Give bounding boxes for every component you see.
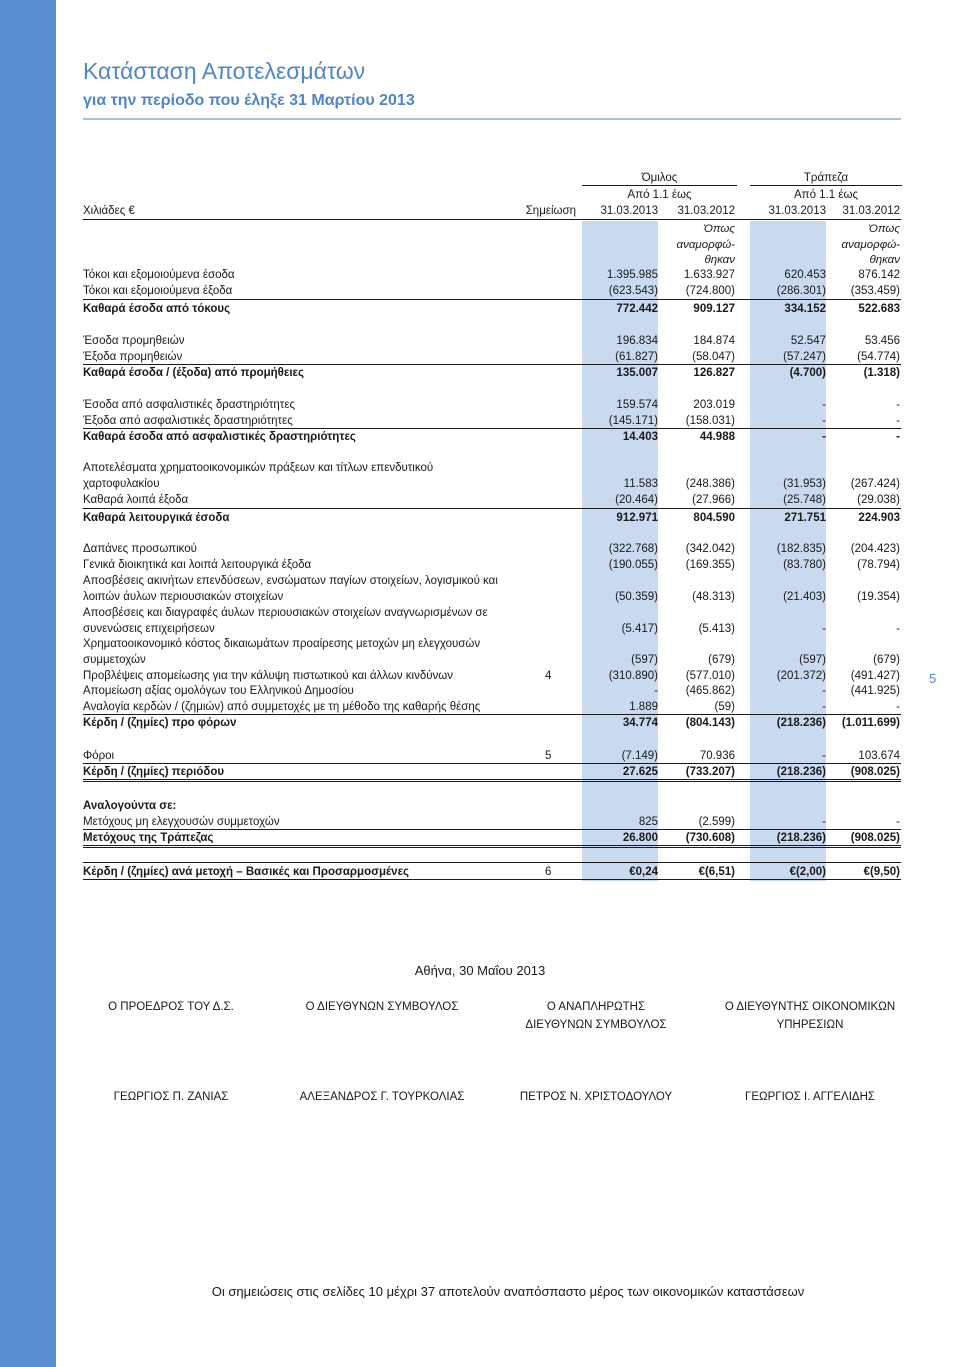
row-label: Καθαρά λοιπά έξοδα — [83, 494, 189, 506]
row-label: Καθαρά έσοδα από ασφαλιστικές δραστηριότητες — [83, 431, 356, 443]
cell-bank-2013: €(2,00) — [789, 866, 826, 878]
cell-bank-2012: (1.318) — [863, 367, 900, 379]
cell-bank-2012: (353.459) — [850, 285, 900, 297]
row-label: Τόκοι και εξομοιούμενα έξοδα — [83, 285, 233, 297]
cell-bank-2012: (908.025) — [850, 766, 900, 778]
cell-bank-2012: - — [896, 415, 900, 427]
row-rule — [83, 299, 901, 300]
signatory-1-title: Ο ΠΡΟΕΔΡΟΣ ΤΟΥ Δ.Σ. — [108, 1001, 234, 1013]
restated-b-1: Όπως — [868, 223, 900, 235]
row-label: Μετόχους μη ελεγχουσών συμμετοχών — [83, 816, 280, 828]
cell-group-2012: 1.633.927 — [683, 269, 735, 281]
signatory-3-title: Ο ΑΝΑΠΛΗΡΩΤΗΣ — [546, 1001, 646, 1013]
cell-group-2012: (158.031) — [685, 415, 735, 427]
left-sidebar-band — [0, 0, 56, 1367]
cell-bank-2013: - — [822, 431, 826, 443]
cell-bank-2013: (57.247) — [783, 351, 826, 363]
row-label: Αναλογία κερδών / (ζημιών) από συμμετοχές με τη μέθοδο της καθαρής θέσης — [83, 701, 481, 713]
cell-group-2012: (724.800) — [685, 285, 735, 297]
row-rule — [83, 428, 901, 429]
cell-group-2012: (2.599) — [698, 816, 735, 828]
cell-bank-2013: (25.748) — [783, 494, 826, 506]
cell-bank-2013: 620.453 — [784, 269, 826, 281]
row-label: Γενικά διοικητικά και λοιπά λειτουργικά έξοδα — [83, 559, 312, 571]
cell-bank-2012: 876.142 — [858, 269, 900, 281]
cell-group-2013: (20.464) — [615, 494, 658, 506]
cell-group-2012: (27.966) — [692, 494, 735, 506]
cell-bank-2012: (78.794) — [857, 559, 900, 571]
cell-group-2013: (61.827) — [615, 351, 658, 363]
cell-bank-2013: 334.152 — [784, 303, 826, 315]
cell-group-2013: 34.774 — [622, 717, 658, 729]
row-label: Φόροι — [83, 750, 115, 762]
cell-group-2012: 44.988 — [699, 431, 735, 443]
city-date: Αθήνα, 30 Μαΐου 2013 — [414, 963, 546, 978]
cell-group-2013: €0,24 — [629, 866, 658, 878]
cell-bank-2012: - — [896, 623, 900, 635]
cell-bank-2012: - — [896, 701, 900, 713]
signatory-3-title-continued: ΔΙΕΥΘΥΝΩΝ ΣΥΜΒΟΥΛΟΣ — [525, 1019, 667, 1031]
row-label: Καθαρά έσοδα / (έξοδα) από προμήθειες — [83, 367, 304, 379]
cell-group-2013: (7.149) — [621, 750, 658, 762]
row-label: Μετόχους της Τράπεζας — [83, 832, 214, 844]
cell-bank-2013: 271.751 — [784, 512, 826, 524]
row-rule-double-1 — [83, 845, 901, 846]
cell-group-2012: 184.874 — [693, 335, 735, 347]
cell-bank-2012: 103.674 — [858, 750, 900, 762]
row-label: Αποσβέσεις και διαγραφές άυλων περιουσιακών στοιχείων αναγνωρισμένων σε — [83, 607, 488, 619]
cell-bank-2012: 224.903 — [858, 512, 900, 524]
row-note: 5 — [545, 750, 552, 762]
cell-bank-2013: - — [822, 816, 826, 828]
row-label: Κέρδη / (ζημίες) προ φόρων — [83, 717, 237, 729]
header-date-2: 31.03.2012 — [677, 205, 735, 217]
row-label: Έσοδα από ασφαλιστικές δραστηριότητες — [83, 399, 296, 411]
header-date-3: 31.03.2013 — [768, 205, 826, 217]
cell-bank-2013: 52.547 — [790, 335, 826, 347]
cell-group-2012: (5.413) — [698, 623, 735, 635]
cell-group-2013: 159.574 — [616, 399, 658, 411]
cell-bank-2012: (441.925) — [850, 685, 900, 697]
cell-bank-2013: (83.780) — [783, 559, 826, 571]
cell-bank-2012: - — [896, 816, 900, 828]
page-number: 5 — [929, 671, 937, 686]
cell-bank-2012: (19.354) — [857, 591, 900, 603]
cell-group-2012: (465.862) — [685, 685, 735, 697]
cell-bank-2012: - — [896, 431, 900, 443]
cell-group-2013: 772.442 — [616, 303, 658, 315]
row-label: Απομείωση αξίας ομολόγων του Ελληνικού Δημοσίου — [83, 685, 354, 697]
page-title: Κατάσταση Αποτελεσμάτων — [83, 58, 366, 84]
header-bank-underline — [750, 185, 902, 186]
cell-bank-2013: (597) — [799, 654, 826, 666]
cell-group-2012: (248.386) — [685, 478, 735, 490]
cell-bank-2012: (679) — [873, 654, 900, 666]
row-label: Έσοδα προμηθειών — [83, 335, 185, 347]
header-date-4: 31.03.2012 — [842, 205, 900, 217]
row-note: 6 — [545, 866, 552, 878]
cell-bank-2012: €(9,50) — [863, 866, 900, 878]
cell-bank-2012: - — [896, 399, 900, 411]
cell-bank-2013: (182.835) — [776, 543, 826, 555]
cell-bank-2012: (29.038) — [857, 494, 900, 506]
signatory-4-title-continued: ΥΠΗΡΕΣΙΩΝ — [776, 1019, 844, 1031]
signatory-1-name: ΓΕΩΡΓΙΟΣ Π. ΖΑΝΙΑΣ — [113, 1091, 229, 1103]
signatory-3-name: ΠΕΤΡΟΣ Ν. ΧΡΙΣΤΟΔΟΥΛΟΥ — [519, 1091, 673, 1103]
row-label-continued: χαρτοφυλακίου — [83, 478, 160, 490]
cell-bank-2013: - — [822, 701, 826, 713]
header-period-bank: Από 1.1 έως — [793, 189, 859, 201]
cell-bank-2012: (204.423) — [850, 543, 900, 555]
cell-group-2013: 825 — [638, 816, 658, 828]
cell-group-2013: (322.768) — [608, 543, 658, 555]
cell-bank-2013: - — [822, 415, 826, 427]
cell-bank-2013: (218.236) — [776, 832, 826, 844]
header-group-underline — [582, 185, 737, 186]
cell-group-2012: 909.127 — [693, 303, 735, 315]
row-rule — [83, 763, 901, 764]
cell-bank-2012: (1.011.699) — [841, 717, 900, 729]
cell-bank-2012: (908.025) — [850, 832, 900, 844]
row-label: Αναλογούντα σε: — [83, 800, 177, 812]
cell-group-2013: 27.625 — [622, 766, 658, 778]
header-thousands: Χιλιάδες € — [83, 205, 135, 217]
cell-group-2012: (169.355) — [685, 559, 735, 571]
cell-bank-2013: - — [822, 399, 826, 411]
cell-group-2013: (310.890) — [608, 670, 658, 682]
signatory-2-title: Ο ΔΙΕΥΘΥΝΩΝ ΣΥΜΒΟΥΛΟΣ — [305, 1001, 459, 1013]
cell-group-2012: (342.042) — [685, 543, 735, 555]
row-rule — [83, 829, 901, 830]
row-label: Έξοδα προμηθειών — [83, 351, 183, 363]
cell-group-2013: - — [654, 685, 658, 697]
cell-group-2012: (48.313) — [692, 591, 735, 603]
cell-group-2013: (145.171) — [608, 415, 658, 427]
cell-group-2013: (5.417) — [621, 623, 658, 635]
row-label: Έξοδα από ασφαλιστικές δραστηριότητες — [83, 415, 293, 427]
cell-group-2012: (733.207) — [685, 766, 735, 778]
cell-group-2012: (804.143) — [685, 717, 735, 729]
row-label: Κέρδη / (ζημίες) ανά μετοχή – Βασικές και Προσαρμοσμένες — [83, 866, 410, 878]
cell-group-2013: 1.395.985 — [606, 269, 658, 281]
cell-bank-2013: - — [822, 750, 826, 762]
row-label-continued: συνενώσεις επιχειρήσεων — [83, 623, 215, 635]
cell-bank-2013: (4.700) — [789, 367, 826, 379]
cell-bank-2012: 53.456 — [864, 335, 900, 347]
row-label: Καθαρά έσοδα από τόκους — [83, 303, 231, 315]
cell-group-2012: (59) — [714, 701, 735, 713]
restated-b-3: θηκαν — [869, 254, 900, 266]
cell-group-2012: 126.827 — [693, 367, 735, 379]
header-underline — [83, 219, 901, 220]
row-label: Χρηματοοικονομικό κόστος δικαιωμάτων προαίρεσης μετοχών μη ελεγχουσών — [83, 638, 481, 650]
cell-group-2013: 135.007 — [616, 367, 658, 379]
row-label: Αποτελέσματα χρηματοοικονομικών πράξεων και τίτλων επενδυτικού — [83, 462, 434, 474]
cell-group-2012: 203.019 — [693, 399, 735, 411]
footnote: Οι σημειώσεις στις σελίδες 10 μέχρι 37 αποτελούν αναπόσπαστο μέρος των οικονομικών καταστάσεων — [211, 1284, 805, 1299]
row-note: 4 — [545, 670, 552, 682]
cell-group-2013: 26.800 — [622, 832, 658, 844]
header-group: Όμιλος — [641, 172, 678, 184]
cell-bank-2012: (54.774) — [857, 351, 900, 363]
header-note: Σημείωση — [525, 205, 576, 217]
row-label: Καθαρά λειτουργικά έσοδα — [83, 512, 230, 524]
header-date-1: 31.03.2013 — [600, 205, 658, 217]
cell-group-2013: (190.055) — [608, 559, 658, 571]
cell-group-2012: (730.608) — [685, 832, 735, 844]
cell-bank-2013: - — [822, 685, 826, 697]
row-rule-double-1 — [83, 779, 901, 780]
row-rule-double-2 — [83, 781, 901, 782]
cell-group-2013: (597) — [631, 654, 658, 666]
restated-a-2: αναμορφώ- — [676, 239, 735, 251]
cell-group-2013: 912.971 — [616, 512, 658, 524]
row-rule — [83, 714, 901, 715]
restated-a-3: θηκαν — [704, 254, 735, 266]
cell-group-2012: 804.590 — [693, 512, 735, 524]
row-label: Προβλέψεις απομείωσης για την κάλυψη πιστωτικού και άλλων κινδύνων — [83, 670, 454, 682]
page-subtitle: για την περίοδο που έληξε 31 Μαρτίου 2013 — [83, 92, 415, 109]
cell-group-2013: 196.834 — [616, 335, 658, 347]
restated-b-2: αναμορφώ- — [841, 239, 900, 251]
cell-group-2012: 70.936 — [699, 750, 735, 762]
cell-group-2012: €(6,51) — [698, 866, 735, 878]
cell-bank-2013: (218.236) — [776, 717, 826, 729]
cell-bank-2013: - — [822, 623, 826, 635]
row-label: Αποσβέσεις ακινήτων επενδύσεων, ενσώματων παγίων στοιχείων, λογισμικού και — [83, 575, 498, 587]
row-rule-double-2 — [83, 847, 901, 848]
cell-bank-2012: 522.683 — [858, 303, 900, 315]
cell-bank-2012: (491.427) — [850, 670, 900, 682]
cell-group-2013: (50.359) — [615, 591, 658, 603]
cell-bank-2013: (201.372) — [776, 670, 826, 682]
eps-top-rule — [83, 862, 901, 863]
cell-group-2013: 14.403 — [622, 431, 658, 443]
header-bank: Τράπεζα — [803, 172, 849, 184]
cell-bank-2013: (21.403) — [783, 591, 826, 603]
header-period-group: Από 1.1 έως — [627, 189, 692, 201]
row-label: Δαπάνες προσωπικού — [83, 543, 197, 555]
row-label-continued: συμμετοχών — [83, 654, 146, 666]
cell-group-2013: 1.889 — [629, 701, 658, 713]
cell-group-2012: (58.047) — [692, 351, 735, 363]
cell-group-2012: (679) — [708, 654, 735, 666]
cell-bank-2013: (31.953) — [783, 478, 826, 490]
cell-bank-2013: (286.301) — [776, 285, 826, 297]
cell-bank-2012: (267.424) — [850, 478, 900, 490]
row-rule — [83, 508, 901, 509]
eps-bottom-rule — [83, 879, 901, 880]
signatory-4-name: ΓΕΩΡΓΙΟΣ Ι. ΑΓΓΕΛΙΔΗΣ — [745, 1091, 875, 1103]
title-divider — [83, 118, 901, 120]
cell-bank-2013: (218.236) — [776, 766, 826, 778]
cell-group-2013: 11.583 — [623, 478, 658, 490]
restated-a-1: Όπως — [703, 223, 735, 235]
signatory-2-name: ΑΛΕΞΑΝΔΡΟΣ Γ. ΤΟΥΡΚΟΛΙΑΣ — [299, 1091, 465, 1103]
row-label: Τόκοι και εξομοιούμενα έσοδα — [83, 269, 235, 281]
cell-group-2013: (623.543) — [608, 285, 658, 297]
row-label-continued: λοιπών άυλων περιουσιακών στοιχείων — [83, 591, 284, 603]
row-label: Κέρδη / (ζημίες) περιόδου — [83, 766, 225, 778]
cell-group-2012: (577.010) — [685, 670, 735, 682]
signatory-4-title: Ο ΔΙΕΥΘΥΝΤΗΣ ΟΙΚΟΝΟΜΙΚΩΝ — [724, 1001, 896, 1013]
row-rule — [83, 364, 901, 365]
